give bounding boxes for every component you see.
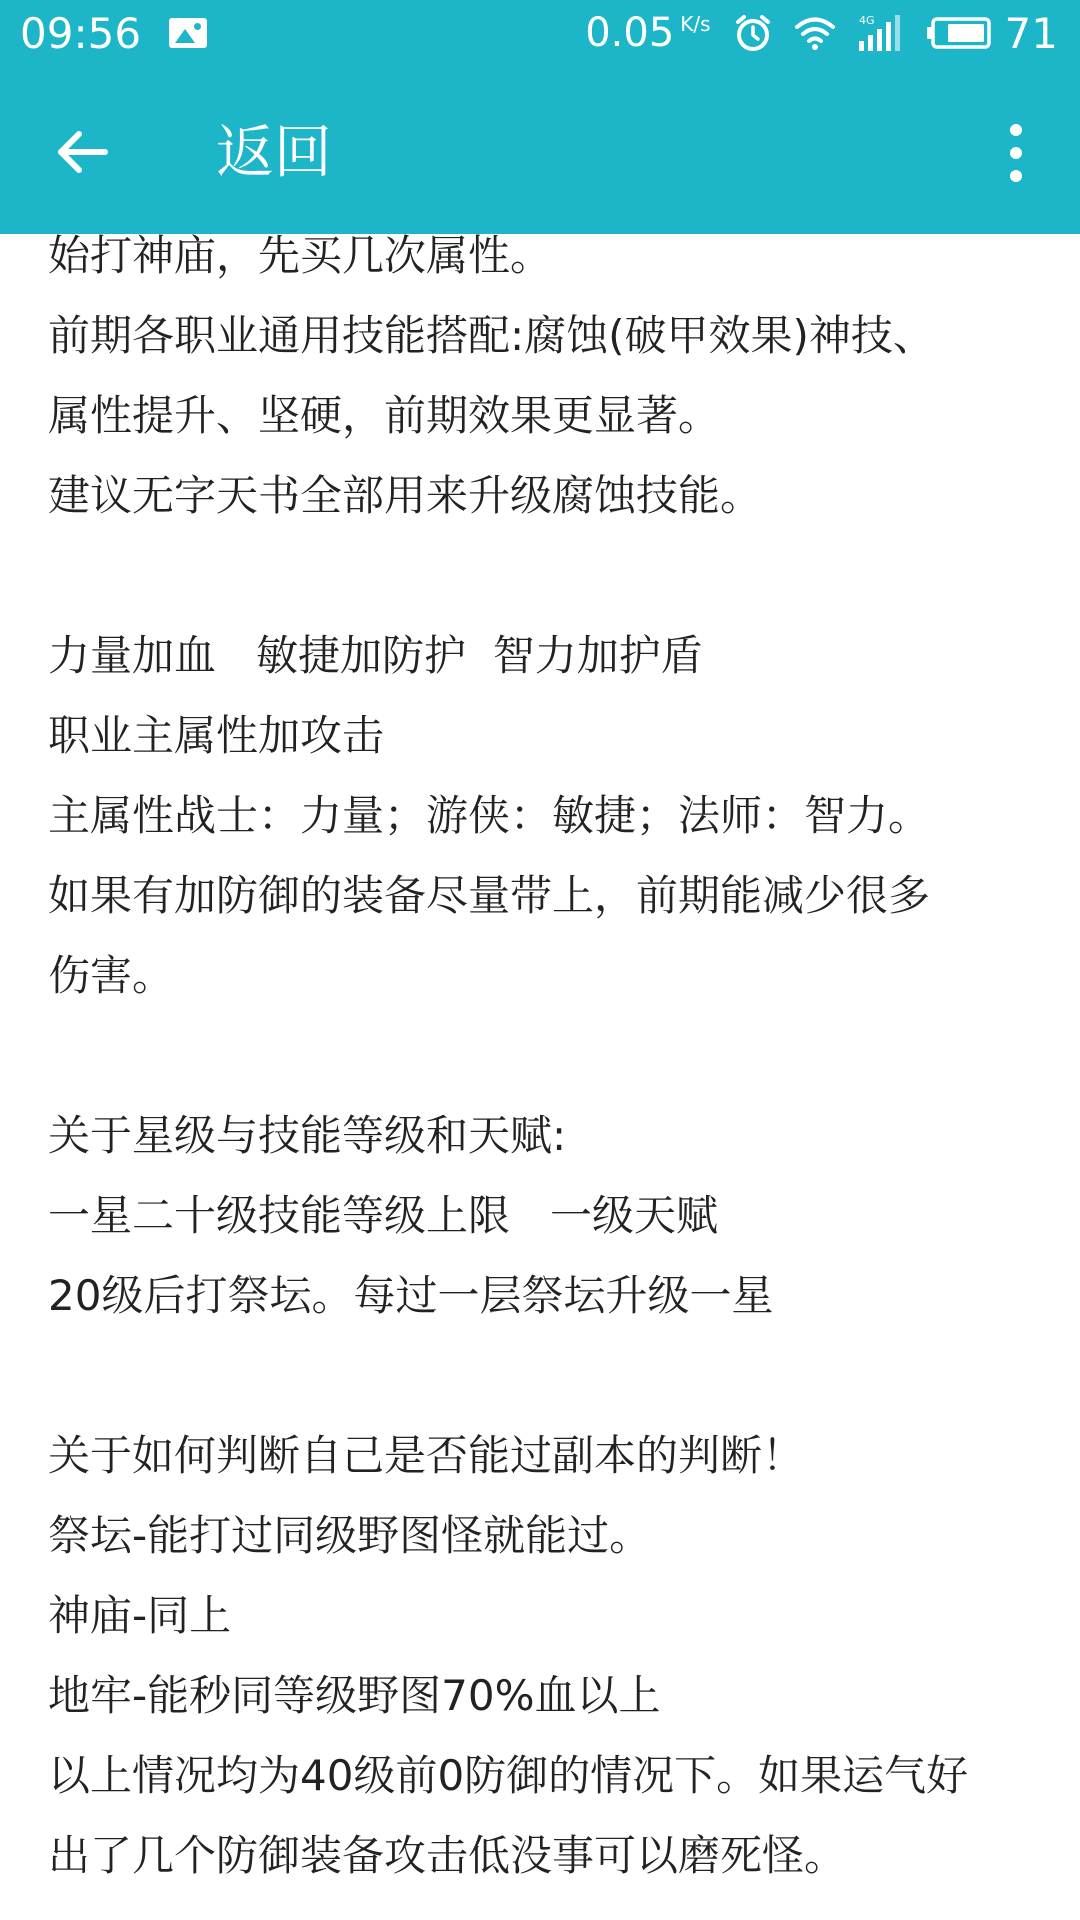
text-line: 地牢-能秒同等级野图70%血以上 — [48, 1671, 661, 1720]
text-line: 如果有加防御的装备尽量带上，前期能减少很多 — [48, 871, 931, 920]
back-button[interactable] — [46, 116, 118, 188]
cell-signal-icon — [857, 13, 905, 53]
more-options-button[interactable] — [1004, 124, 1028, 182]
status-right — [585, 0, 1058, 66]
status-left — [20, 0, 207, 66]
text-line: 前期各职业通用技能搭配:腐蚀(破甲效果)神技、 — [48, 311, 935, 360]
text-line: 主属性战士：力量；游侠：敏捷；法师：智力。 — [48, 791, 931, 840]
blank-line — [48, 1016, 1038, 1096]
text-line: 祭坛-能打过同级野图怪就能过。 — [48, 1511, 652, 1560]
wifi-icon — [795, 16, 835, 50]
blank-line — [48, 1336, 1038, 1416]
article-body — [48, 231, 1038, 1896]
text-line: 建议无字天书全部用来升级腐蚀技能。 — [48, 471, 763, 520]
blank-line — [48, 536, 1038, 616]
more-vert-icon — [1010, 124, 1022, 136]
text-line: 力量加血 敏捷加防护 智力加护盾 — [48, 631, 703, 680]
more-vert-icon-dot — [1010, 170, 1022, 182]
signal-type: 4G — [858, 14, 875, 27]
text-line: 关于如何判断自己是否能过副本的判断！ — [48, 1431, 805, 1480]
battery-percent: 71 — [1004, 8, 1058, 58]
alarm-icon — [733, 13, 773, 53]
text-line: 职业主属性加攻击 — [48, 711, 385, 760]
network-speed-value: 0.05 — [585, 10, 675, 56]
more-vert-icon-dot — [1010, 147, 1022, 159]
text-line: 20级后打祭坛。每过一层祭坛升级一星 — [48, 1271, 774, 1320]
battery-icon — [927, 17, 991, 49]
text-line: 属性提升、坚硬，前期效果更显著。 — [48, 391, 721, 440]
network-speed-unit: K/s — [680, 12, 711, 36]
text-line: 一星二十级技能等级上限 一级天赋 — [48, 1191, 719, 1240]
text-line: 以上情况均为40级前0防御的情况下。如果运气好 — [48, 1751, 969, 1800]
text-line: 关于星级与技能等级和天赋: — [48, 1111, 567, 1160]
gallery-icon — [169, 18, 207, 48]
text-line: 神庙-同上 — [48, 1591, 232, 1640]
status-bar — [0, 0, 1080, 66]
status-time: 09:56 — [20, 8, 142, 58]
text-line: 始打神庙，先买几次属性。 — [48, 231, 553, 280]
page-title: 返回 — [216, 118, 333, 186]
app-bar — [0, 66, 1080, 234]
text-line: 出了几个防御装备攻击低没事可以磨死怪。 — [48, 1831, 847, 1880]
network-speed — [585, 10, 710, 56]
arrow-left-icon — [55, 129, 109, 175]
text-line: 伤害。 — [48, 951, 175, 1000]
